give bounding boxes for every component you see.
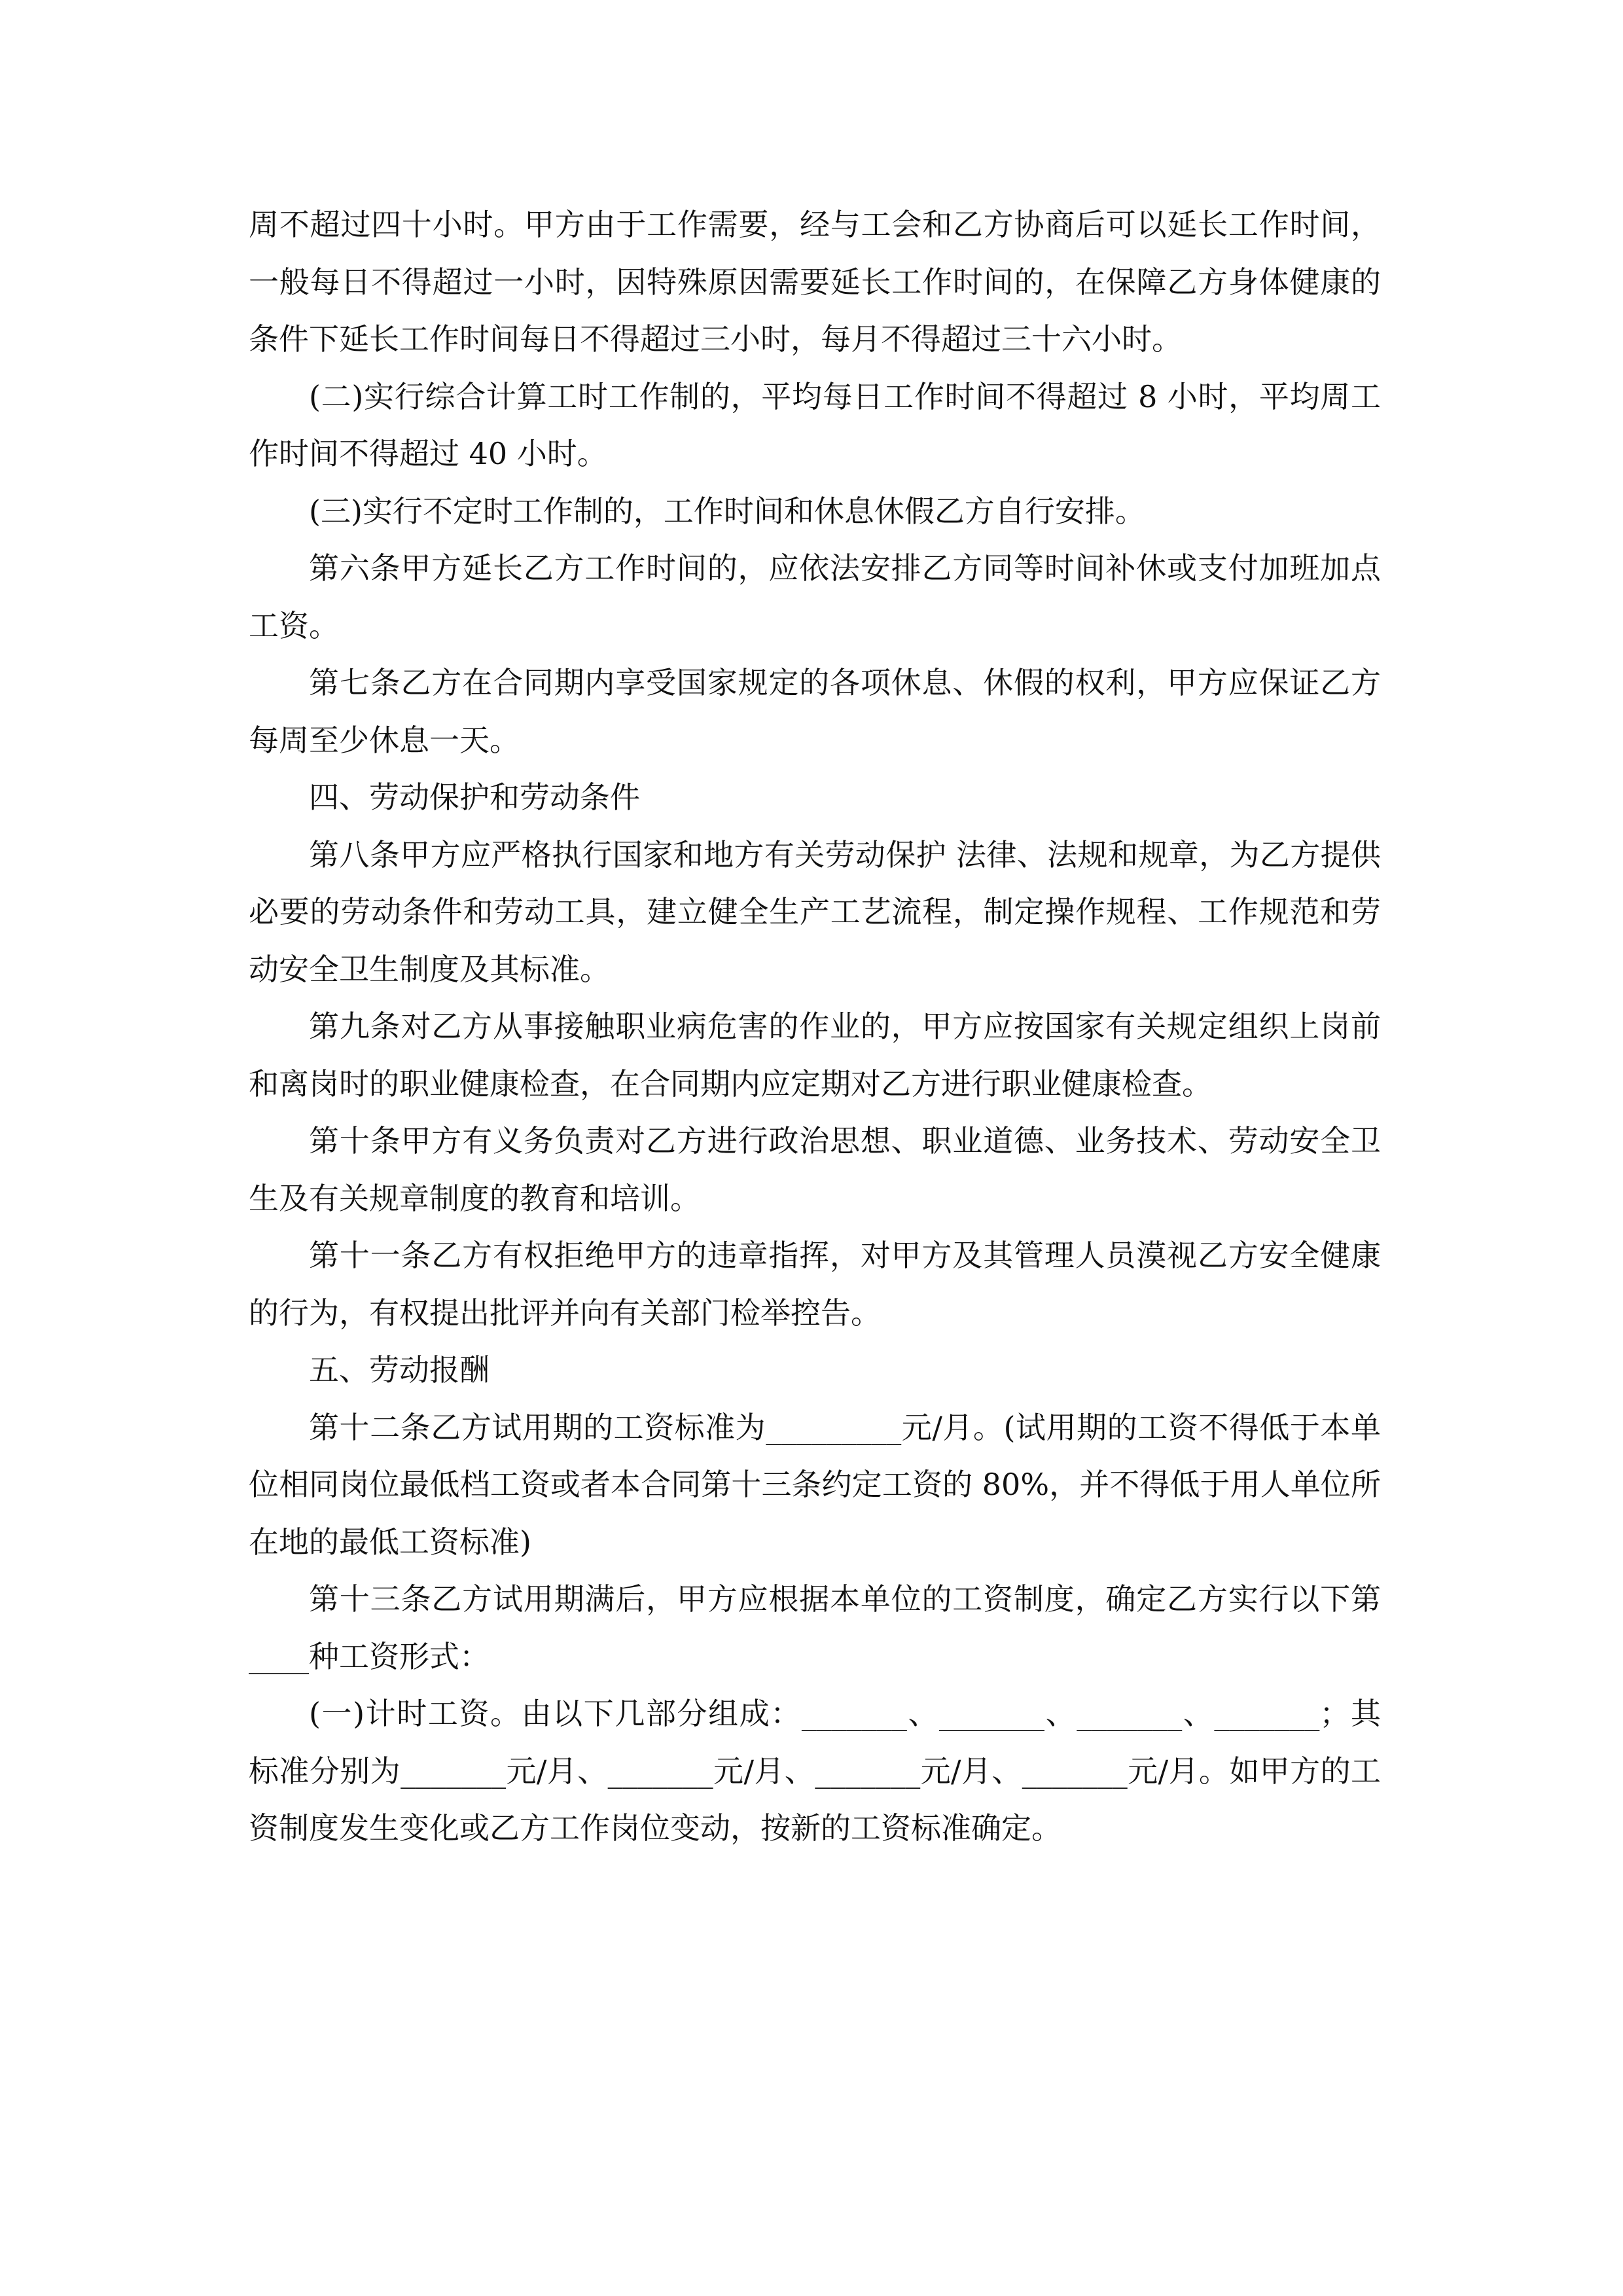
paragraph-article-7: 第七条乙方在合同期内享受国家规定的各项休息、休假的权利，甲方应保证乙方每周至少休息一天。 xyxy=(249,665,1381,758)
document-body xyxy=(249,196,1381,1857)
paragraph-article-10: 第十条甲方有义务负责对乙方进行政治思想、职业道德、业务技术、劳动安全卫生及有关规章制度的教育和培训。 xyxy=(249,1123,1381,1216)
paragraph-article-11: 第十一条乙方有权拒绝甲方的违章指挥，对甲方及其管理人员漠视乙方安全健康的行为，有权提出批评并向有关部门检举控告。 xyxy=(249,1238,1381,1331)
paragraph-hourly-wage: (一)计时工资。由以下几部分组成：_______、_______、_______、_______；其标准分别为_______元/月、_______元/月、_______元/月、_______元/月。如甲方的工资制度发生变化或乙方工作岗位变动，按新的工资标准确定。 xyxy=(249,1696,1381,1846)
paragraph-article-12: 第十二条乙方试用期的工资标准为_________元/月。(试用期的工资不得低于本单位相同岗位最低档工资或者本合同第十三条约定工资的 80%，并不得低于用人单位所在地的最低工资标准) xyxy=(249,1409,1381,1560)
paragraph-working-hours-cont: 周不超过四十小时。甲方由于工作需要，经与工会和乙方协商后可以延长工作时间，一般每日不得超过一小时，因特殊原因需要延长工作时间的，在保障乙方身体健康的条件下延长工作时间每日不得超过三小时，每月不得超过三十六小时。 xyxy=(249,207,1381,357)
paragraph-article-8: 第八条甲方应严格执行国家和地方有关劳动保护 法律、法规和规章，为乙方提供必要的劳动条件和劳动工具，建立健全生产工艺流程，制定操作规程、工作规范和劳动安全卫生制度及其标准。 xyxy=(249,836,1381,987)
section-heading-remuneration: 五、劳动报酬 xyxy=(309,1352,490,1388)
section-heading-labor-protection: 四、劳动保护和劳动条件 xyxy=(309,780,640,815)
paragraph-article-9: 第九条对乙方从事接触职业病危害的作业的，甲方应按国家有关规定组织上岗前和离岗时的职业健康检查，在合同期内应定期对乙方进行职业健康检查。 xyxy=(249,1009,1381,1102)
paragraph-article-13: 第十三条乙方试用期满后，甲方应根据本单位的工资制度，确定乙方实行以下第____种工资形式： xyxy=(249,1581,1381,1674)
paragraph-flexible-hours: (三)实行不定时工作制的，工作时间和休息休假乙方自行安排。 xyxy=(309,493,1145,529)
paragraph-article-6: 第六条甲方延长乙方工作时间的，应依法安排乙方同等时间补休或支付加班加点工资。 xyxy=(249,550,1381,643)
paragraph-comprehensive-hours: (二)实行综合计算工时工作制的，平均每日工作时间不得超过 8 小时，平均周工作时间不得超过 40 小时。 xyxy=(249,378,1381,471)
